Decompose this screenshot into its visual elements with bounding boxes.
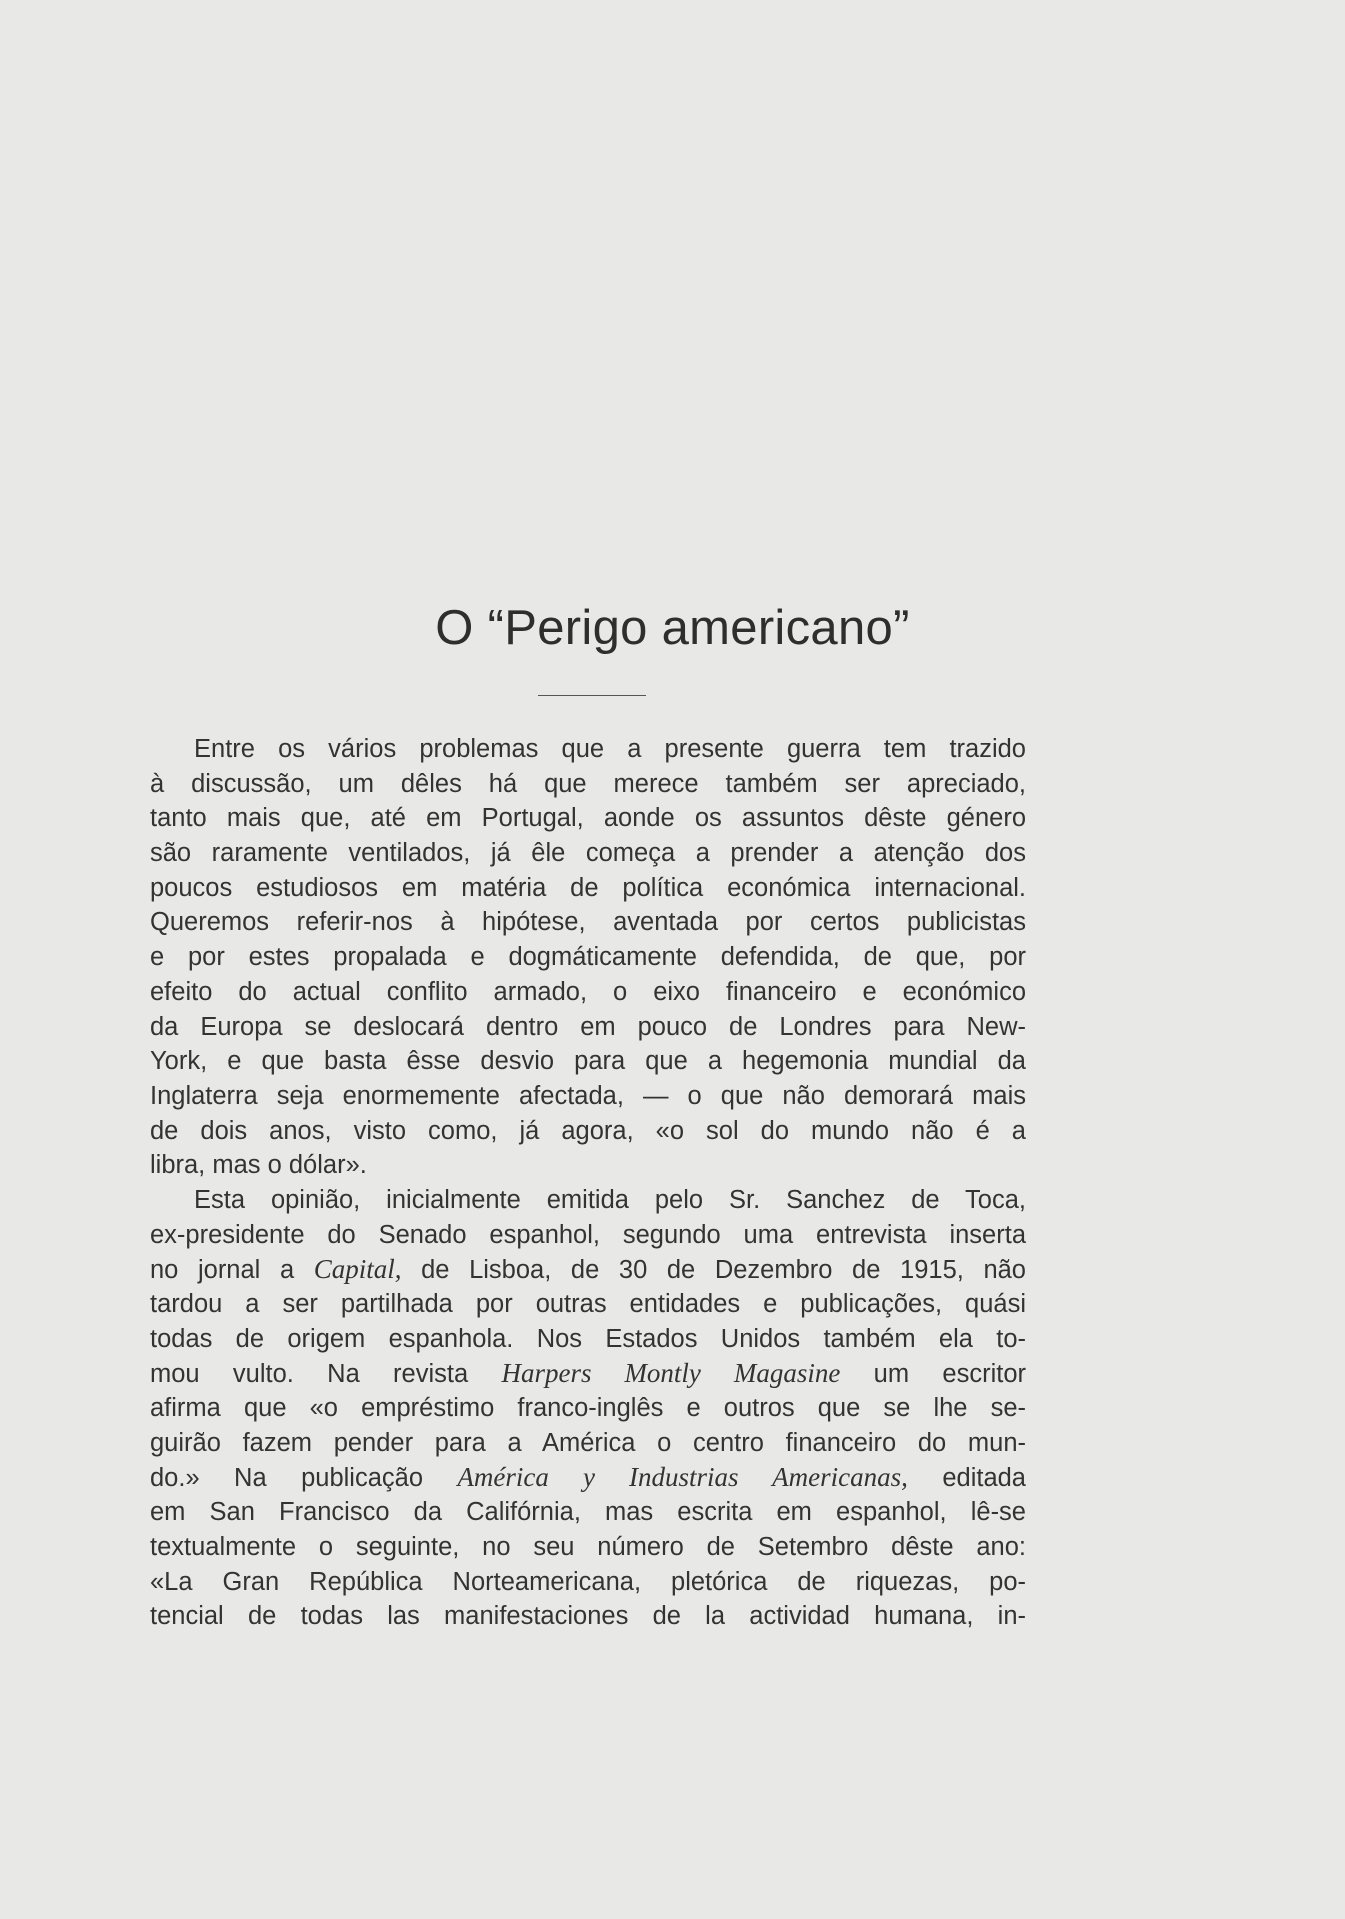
text-line: tardou a ser partilhada por outras entidades e publicações, quási — [150, 1290, 1026, 1318]
text-line: em San Francisco da Califórnia, mas escrita em espanhol, lê-se — [150, 1498, 1026, 1527]
text-line: Inglaterra seja enormemente afectada, — o que não demorará mais — [150, 1081, 1026, 1110]
chapter-title: O “Perigo americano” — [435, 601, 910, 655]
text-line: textualmente o seguinte, no seu número de Setembro dêste ano: — [150, 1532, 1026, 1561]
title-rule — [538, 695, 646, 696]
italic-title: Harpers Montly Magasine — [501, 1358, 841, 1389]
text-line: tanto mais que, até em Portugal, aonde os assuntos dêste género — [150, 804, 1026, 833]
text-line: no jornal a Capital, de Lisboa, de 30 de Dezembro de 1915, não — [150, 1254, 1026, 1285]
text-line: à discussão, um dêles há que merece também ser apreciado, — [150, 769, 1026, 798]
text-line: afirma que «o empréstimo franco-inglês e outros que se lhe se- — [150, 1394, 1026, 1423]
text-line: efeito do actual conflito armado, o eixo financeiro e económico — [150, 977, 1026, 1006]
text-line: «La Gran República Norteamericana, pletórica de riquezas, po- — [150, 1567, 1026, 1596]
text-line: de dois anos, visto como, já agora, «o sol do mundo não é a — [150, 1116, 1026, 1145]
text-line: tencial de todas las manifestaciones de la actividad humana, in- — [150, 1602, 1026, 1631]
text-line: todas de origem espanhola. Nos Estados Unidos também ela to- — [150, 1324, 1026, 1353]
text-line: guirão fazem pender para a América o centro financeiro do mun- — [150, 1428, 1026, 1457]
text-line: e por estes propalada e dogmáticamente defendida, de que, por — [150, 943, 1026, 972]
text-line: da Europa se deslocará dentro em pouco de Londres para New- — [150, 1012, 1026, 1041]
body-text — [150, 732, 1026, 1634]
text-line: Esta opinião, inicialmente emitida pelo Sr. Sanchez de Toca, — [194, 1185, 1026, 1214]
text-line: Queremos referir-nos à hipótese, aventada por certos publicistas — [150, 908, 1026, 937]
text-line: mou vulto. Na revista Harpers Montly Magasine um escritor — [150, 1358, 1026, 1389]
text-line: York, e que basta êsse desvio para que a hegemonia mundial da — [150, 1047, 1026, 1076]
text-line: Entre os vários problemas que a presente guerra tem trazido — [194, 735, 1026, 763]
text-line: poucos estudiosos em matéria de política económica internacional. — [150, 873, 1026, 902]
text-line: são raramente ventilados, já êle começa a prender a atenção dos — [150, 839, 1026, 868]
text-line: ex-presidente do Senado espanhol, segundo uma entrevista inserta — [150, 1220, 1026, 1249]
italic-title: América y Industrias Americanas, — [457, 1462, 908, 1493]
text-line: do.» Na publicação América y Industrias Americanas, editada — [150, 1462, 1026, 1493]
text-line: libra, mas o dólar». — [150, 1151, 367, 1180]
italic-title: Capital, — [313, 1254, 402, 1285]
